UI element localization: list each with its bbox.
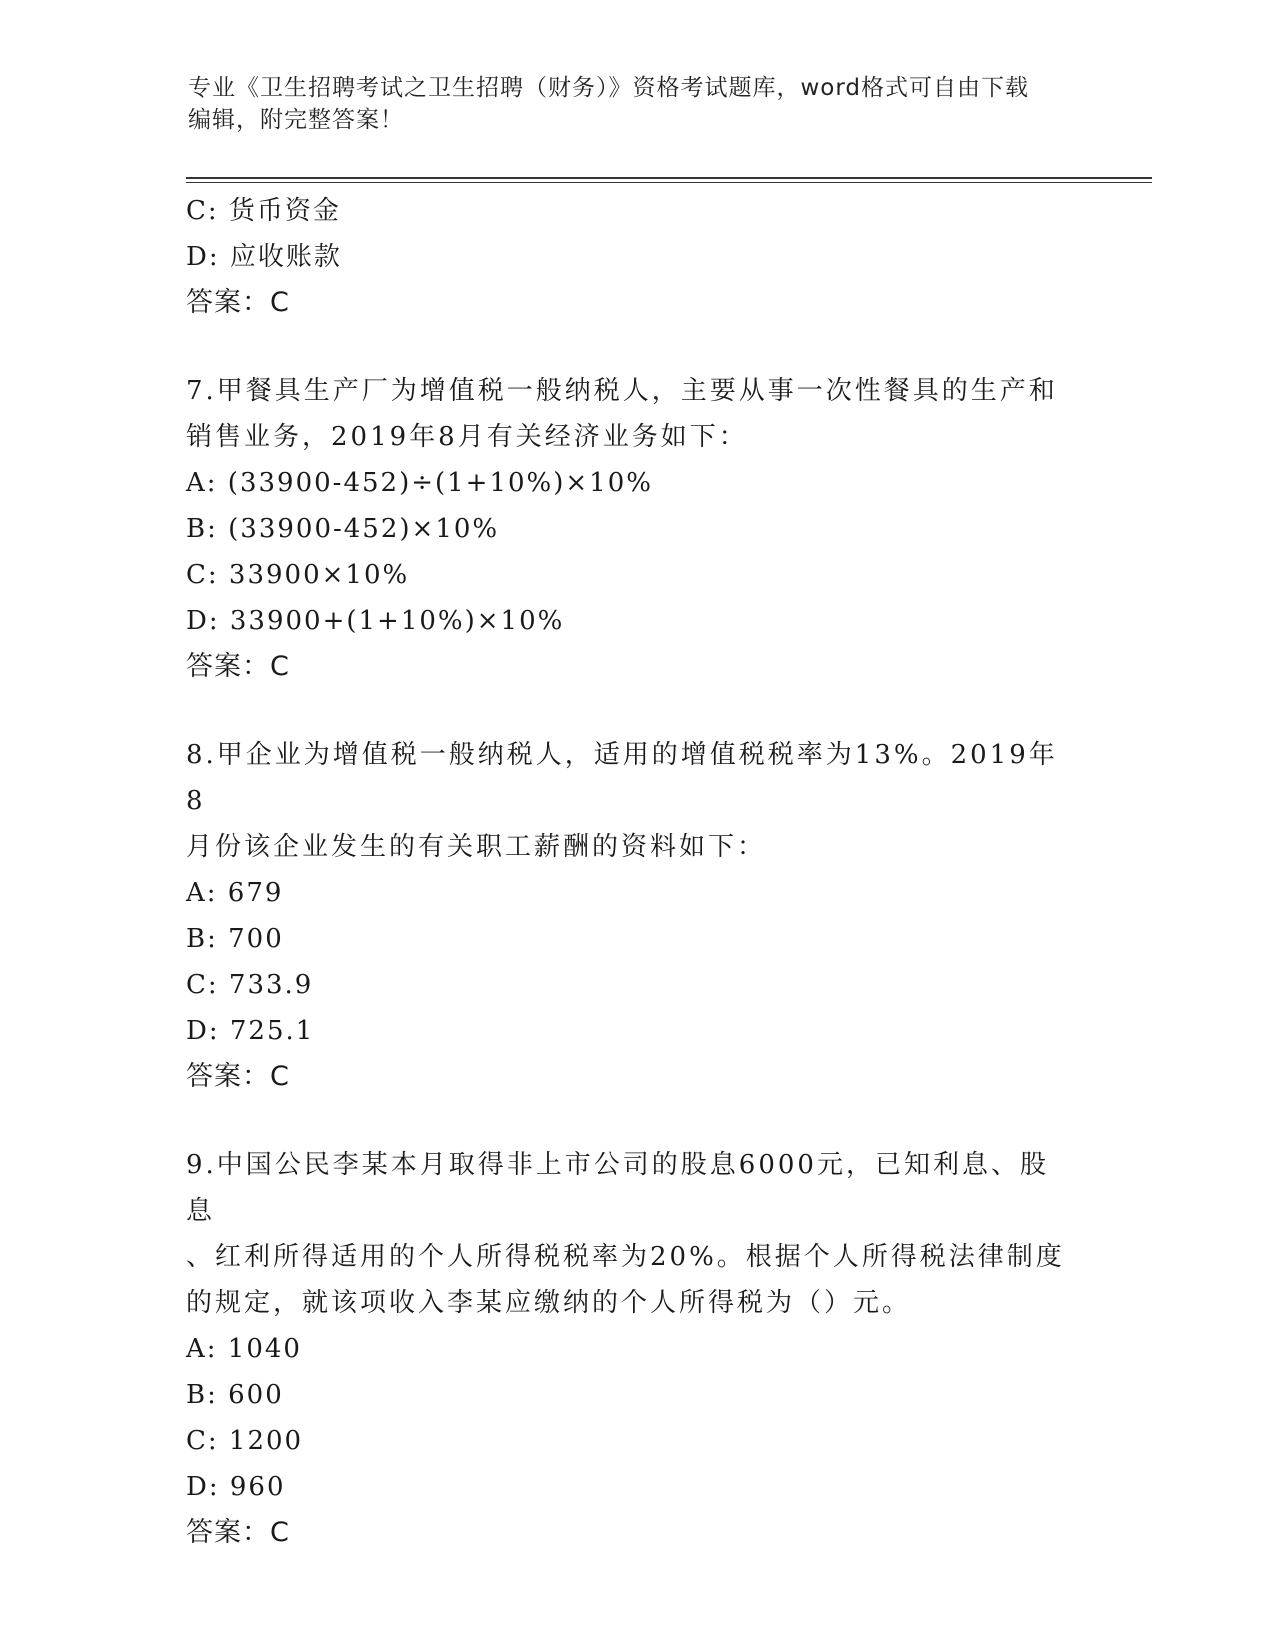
question-stem-line: 月份该企业发生的有关职工薪酬的资料如下：	[186, 832, 767, 862]
option-c: C: 733.9	[186, 970, 314, 1000]
spacer	[186, 326, 1086, 368]
option-c: C: 33900×10%	[186, 560, 410, 590]
question-stem-line: 销售业务，2019年8月有关经济业务如下：	[186, 422, 748, 452]
question-stem-line: 的规定，就该项收入李某应缴纳的个人所得税为（）元。	[186, 1288, 912, 1318]
answer-line: 答案：C	[186, 1517, 290, 1548]
question-stem-line: 、红利所得适用的个人所得税税率为20%。根据个人所得税法律制度	[186, 1242, 1065, 1272]
answer-line: 答案：C	[186, 651, 290, 682]
question-stem-line: 8.甲企业为增值税一般纳税人，适用的增值税税率为13%。2019年8	[186, 740, 1058, 816]
option-d: D: 960	[186, 1472, 286, 1502]
option-c: C: 1200	[186, 1426, 304, 1456]
question-list	[186, 188, 1086, 1556]
header-divider-thin	[186, 182, 1152, 183]
header-line-1: 专业《卫生招聘考试之卫生招聘（财务）》资格考试题库，word格式可自由下载	[188, 75, 1030, 101]
question-stem-line: 9.中国公民李某本月取得非上市公司的股息6000元，已知利息、股息	[186, 1150, 1049, 1226]
option-d: D: 33900+(1+10%)×10%	[186, 606, 565, 636]
question-block-9	[186, 1142, 1086, 1556]
spacer	[186, 690, 1086, 732]
question-block-continued	[186, 188, 1086, 326]
option-b: B: 600	[186, 1380, 284, 1410]
question-stem-line: 7.甲餐具生产厂为增值税一般纳税人，主要从事一次性餐具的生产和	[186, 376, 1058, 406]
option-a: A: (33900-452)÷(1+10%)×10%	[186, 468, 653, 498]
spacer	[186, 1100, 1086, 1142]
option-a: A: 679	[186, 878, 284, 908]
document-header	[188, 72, 1068, 136]
option-d: D: 725.1	[186, 1016, 315, 1046]
option-a: A: 1040	[186, 1334, 302, 1364]
option-d: D: 应收账款	[186, 242, 342, 272]
header-divider-thick	[186, 177, 1152, 179]
question-block-8	[186, 732, 1086, 1100]
answer-line: 答案：C	[186, 1061, 290, 1092]
option-c: C: 货币资金	[186, 196, 341, 226]
answer-line: 答案：C	[186, 287, 290, 318]
question-block-7	[186, 368, 1086, 690]
header-line-2: 编辑，附完整答案！	[188, 107, 404, 133]
option-b: B: 700	[186, 924, 284, 954]
option-b: B: (33900-452)×10%	[186, 514, 500, 544]
